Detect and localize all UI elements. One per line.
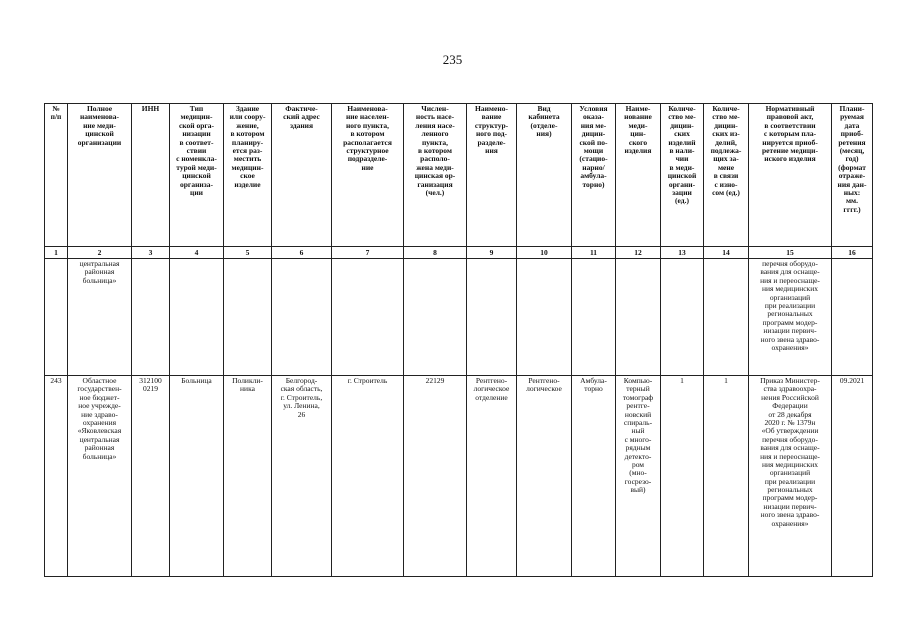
header-cell: Нормативный правовой акт, в соответствии с которым пла- нируется приоб- ретение медици- нского изделия (749, 104, 832, 247)
medical-equipment-table (44, 103, 873, 577)
header-cell: Вид кабинета (отделе- ния) (517, 104, 572, 247)
table-cell (170, 259, 224, 376)
column-number: 11 (572, 247, 616, 259)
table-cell: Поликли- ника (224, 376, 272, 577)
header-cell: ИНН (132, 104, 170, 247)
table-cell (832, 259, 873, 376)
header-cell: Наименова- ние населен- ного пункта, в котором располагается структурное подразделе- ние (332, 104, 404, 247)
column-number: 6 (272, 247, 332, 259)
column-number: 8 (404, 247, 467, 259)
table-cell: г. Строитель (332, 376, 404, 577)
table-cell: 1 (704, 376, 749, 577)
table-cell (704, 259, 749, 376)
header-cell: Количе- ство ме- дицин- ских изделий в нали- чии в меди- цинской органи- зации (ед.) (661, 104, 704, 247)
table-cell: Амбула- торно (572, 376, 616, 577)
table-cell (224, 259, 272, 376)
table-cell (661, 259, 704, 376)
column-number: 10 (517, 247, 572, 259)
table-cell: Рентгено- логическое (517, 376, 572, 577)
column-number: 2 (68, 247, 132, 259)
table-cell: 243 (45, 376, 68, 577)
column-number: 14 (704, 247, 749, 259)
column-number: 15 (749, 247, 832, 259)
column-number: 13 (661, 247, 704, 259)
table-cell (572, 259, 616, 376)
table-cell: Больница (170, 376, 224, 577)
table-cell: 1 (661, 376, 704, 577)
table-cell: 312100 0219 (132, 376, 170, 577)
table-cell: Приказ Министер- ства здравоохра- нения Российской Федерации от 28 декабря 2020 г. № 1379н «Об утверждении перечня оборудо- вания для оснаще- ния и переоснаще- ния медицинских организаций при реализации региональных программ модер- низации первич- ного звена здраво- охранения» (749, 376, 832, 577)
table-cell (404, 259, 467, 376)
column-number-row (45, 247, 873, 259)
table-cell: центральная районная больница» (68, 259, 132, 376)
table-cell (332, 259, 404, 376)
continued-row (45, 259, 873, 376)
table-cell: 09.2021 (832, 376, 873, 577)
header-cell: Тип медицин- ской орга- низации в соответ- ствии с номенкла- турой меди- цинской организа- ции (170, 104, 224, 247)
header-cell: Плани- руемая дата приоб- ретения (месяц, год) (формат отраже- ния дан- ных: мм. гггг.) (832, 104, 873, 247)
header-cell: Здание или соору- жение, в котором планиру- ется раз- местить медицин- ское изделие (224, 104, 272, 247)
table-cell: Белгород- ская область, г. Строитель, ул. Ленина, 26 (272, 376, 332, 577)
table-row (45, 376, 873, 577)
column-number: 1 (45, 247, 68, 259)
column-number: 4 (170, 247, 224, 259)
header-cell: Фактиче- ский адрес здания (272, 104, 332, 247)
table-cell: Рентгено- логическое отделение (467, 376, 517, 577)
header-cell: Условия оказа- ния ме- дицин- ской по- мощи (стацио- нарно/ амбула- торно) (572, 104, 616, 247)
header-cell: Количе- ство ме- дицин- ских из- делий, подлежа- щих за- мене в связи с изно- сом (ед.) (704, 104, 749, 247)
table-cell: 22129 (404, 376, 467, 577)
column-number: 9 (467, 247, 517, 259)
table-cell: Областное государствен- ное бюджет- ное учрежде- ние здраво- охранения «Яковлевская центральная районная больница» (68, 376, 132, 577)
header-cell: № п/п (45, 104, 68, 247)
column-number: 12 (616, 247, 661, 259)
table-cell (45, 259, 68, 376)
header-row (45, 104, 873, 247)
table-cell (132, 259, 170, 376)
table-cell: Компью- терный томограф рентге- новский спираль- ный с много- рядным детекто- ром (мно- госрезо- вый) (616, 376, 661, 577)
table-cell (616, 259, 661, 376)
page-number: 235 (442, 52, 463, 67)
header-cell: Наимено- вание структур- ного под- разделе- ния (467, 104, 517, 247)
column-number: 5 (224, 247, 272, 259)
column-number: 3 (132, 247, 170, 259)
table-cell (272, 259, 332, 376)
table-cell (517, 259, 572, 376)
header-cell: Полное наименова- ние меди- цинской организации (68, 104, 132, 247)
header-cell: Числен- ность насе- ления насе- ленного пункта, в котором располо- жена меди- цинская ор- ганизация (чел.) (404, 104, 467, 247)
header-cell: Наиме- нование меди- цин- ского изделия (616, 104, 661, 247)
column-number: 7 (332, 247, 404, 259)
column-number: 16 (832, 247, 873, 259)
table-cell: перечня оборудо- вания для оснаще- ния и переоснаще- ния медицинских организаций при реализации региональных программ модер- низации первич- ного звена здраво- охранения» (749, 259, 832, 376)
table-cell (467, 259, 517, 376)
